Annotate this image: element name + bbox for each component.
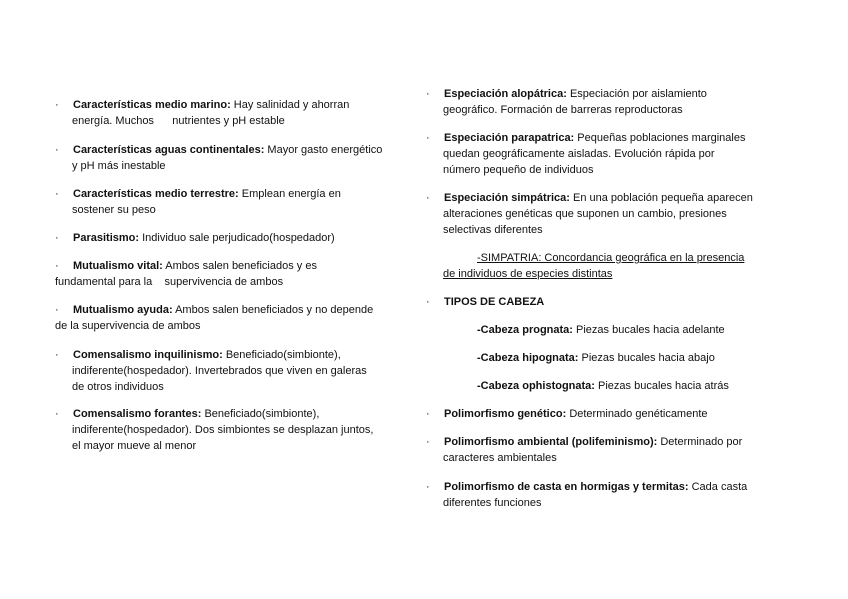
polymorphism-genetic: · Polimorfismo genético: Determinado genéticamente — [426, 408, 708, 420]
polymorphism-environmental: · Polimorfismo ambiental (polifeminismo): Determinado por caracteres ambientales — [426, 436, 743, 464]
left-item-3: · Características medio terrestre: Emplean energía en sostener su peso — [55, 188, 341, 216]
right-item-parapatrica: · Especiación parapatrica: Pequeñas poblaciones marginales quedan geográficamente aisladas. Evolución rápida por número pequeño de individuos — [426, 132, 746, 176]
head-hipognata: -Cabeza hipognata: Piezas bucales hacia abajo — [477, 352, 715, 364]
left-item-8: · Comensalismo forantes: Beneficiado(simbionte), indiferente(hospedador). Dos simbiontes se desplazan juntos, el mayor mueve al menor — [55, 408, 374, 452]
left-item-4: · Parasitismo: Individuo sale perjudicado(hospedador) — [55, 232, 335, 244]
head-ophistognata: -Cabeza ophistognata: Piezas bucales hacia atrás — [477, 380, 729, 392]
right-item-simpatrica: · Especiación simpátrica: En una población pequeña aparecen alteraciones genéticas que suponen un cambio, presiones selectivas diferentes — [426, 192, 753, 236]
left-item-1: · Características medio marino: Hay salinidad y ahorran energía. Muchos nutrientes y pH estable — [55, 99, 350, 127]
right-item-alopatrica: · Especiación alopátrica: Especiación por aislamiento geográfico. Formación de barreras reproductoras — [426, 88, 707, 116]
simpatria-note: -SIMPATRIA: Concordancia geográfica en la presencia de individuos de especies distintas — [443, 252, 745, 280]
head-types-title: · TIPOS DE CABEZA — [426, 296, 545, 308]
left-item-2: · Características aguas continentales: Mayor gasto energético y pH más inestable — [55, 144, 383, 172]
polymorphism-caste: · Polimorfismo de casta en hormigas y termitas: Cada casta diferentes funciones — [426, 481, 748, 509]
left-item-7: · Comensalismo inquilinismo: Beneficiado(simbionte), indiferente(hospedador). Invertebrados que viven en galeras de otros individuos — [55, 349, 367, 393]
head-prognata: -Cabeza prognata: Piezas bucales hacia adelante — [477, 324, 725, 336]
left-item-6: · Mutualismo ayuda: Ambos salen beneficiados y no depende de la supervivencia de ambos — [55, 304, 374, 332]
left-item-5: · Mutualismo vital: Ambos salen beneficiados y es fundamental para la supervivencia de ambos — [55, 260, 317, 288]
